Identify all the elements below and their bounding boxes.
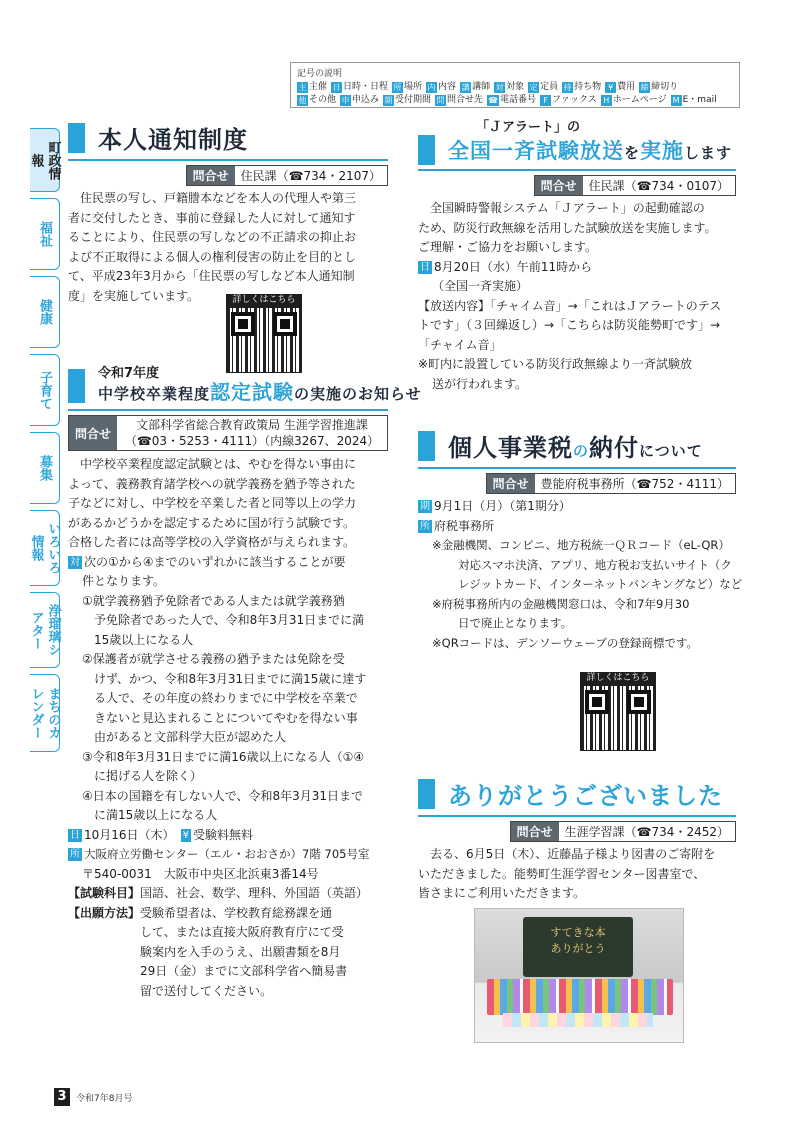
donated-books-photo xyxy=(474,908,684,1043)
eligibility-line: に掲げる人を除く） xyxy=(94,769,203,783)
title-small-2: 中学校卒業程度 xyxy=(98,385,211,403)
article-heading xyxy=(68,120,388,155)
apply-method xyxy=(140,904,347,1002)
legend-mark-icon: 内 xyxy=(427,83,436,92)
exam-fee: 受験料無料 xyxy=(192,827,253,842)
legend-mark-icon: 問 xyxy=(436,96,445,105)
contact-info xyxy=(68,165,388,186)
page-footer xyxy=(54,1088,132,1106)
fee-tag: ¥ xyxy=(182,829,189,841)
legend-text: E・mail xyxy=(682,95,717,105)
period-tag: 期 xyxy=(420,501,430,512)
legend-mark-icon: 主 xyxy=(298,83,307,92)
heading-underline xyxy=(418,815,736,817)
eligibility-line: 由があると文部科学大臣が認めた人 xyxy=(94,730,287,744)
legend-mark-icon: 他 xyxy=(298,96,307,105)
legend-item xyxy=(639,81,678,94)
side-tab-4[interactable]: 子育て xyxy=(30,354,60,426)
legend-text: その他 xyxy=(309,95,337,105)
page-number: 3 xyxy=(54,1088,70,1106)
body-line: 験案内を入手のうえ、出願書類を8月 xyxy=(140,944,341,959)
side-tab-5[interactable]: 募集 xyxy=(30,432,60,504)
legend-item xyxy=(671,94,717,107)
qr-code-block[interactable] xyxy=(226,294,302,373)
note-line: 送が行われます。 xyxy=(432,376,528,391)
target-line: 次の①から④までのいずれかに該当することが要 xyxy=(84,554,346,569)
date-tag: 日 xyxy=(70,829,80,841)
article-thank-you xyxy=(418,776,736,904)
heading-bar-icon xyxy=(418,779,440,809)
article-junior-high-exam xyxy=(68,366,422,1001)
body-line: ることにより、住民票の写しなどの不正請求の抑止お xyxy=(68,230,357,244)
article-body xyxy=(418,845,736,904)
body-line: 住民票の写し、戸籍謄本などを本人の代理人や第三 xyxy=(80,191,357,205)
qr-code-icon[interactable] xyxy=(226,307,302,373)
legend-mark-icon: 持 xyxy=(563,83,572,92)
contact-label: 問合せ xyxy=(487,474,535,493)
title-main: 全国一斉試験放送 xyxy=(448,139,624,163)
note-line: 対応スマホ決済、アプリ、地方税お支払いサイト（ク xyxy=(458,557,732,572)
target-line: 件となります。 xyxy=(82,574,166,588)
article-heading xyxy=(418,428,736,463)
article-resident-notification xyxy=(68,120,388,306)
qr-caption: 詳しくはこちら xyxy=(226,294,302,307)
target-tag: 対 xyxy=(70,556,80,568)
legend-mark-icon: 定 xyxy=(529,83,538,92)
note-line: レジットカード、インターネットバンキングなど）など xyxy=(458,577,743,591)
contact-value: 生涯学習課（☎734・2452） xyxy=(564,825,729,839)
legend-item xyxy=(494,81,524,94)
article-body xyxy=(418,199,736,258)
content-line: トです」（３回繰返し）→「こちらは防災能勢町です」→ xyxy=(418,318,721,332)
body-line: 皆さまにご利用いただきます。 xyxy=(418,886,586,900)
heading-underline xyxy=(68,409,388,411)
legend-text: 費用 xyxy=(617,82,636,92)
title-mid: を xyxy=(624,144,641,162)
body-line: て、平成23年3月から「住民票の写しなど本人通知制 xyxy=(68,269,355,283)
eligibility-line: けず、かつ、令和8年3月31日までに満15歳に達す xyxy=(94,671,367,686)
contact-label: 問合せ xyxy=(511,822,559,841)
legend-item xyxy=(487,94,536,107)
section-tabs xyxy=(30,128,60,758)
body-line: 留で送付してください。 xyxy=(140,983,273,998)
legend-mark-icon: F xyxy=(540,95,551,106)
body-line: 受験希望者は、学校教育総務課を通 xyxy=(140,905,333,920)
eligibility-line: 予免除者であった人で、令和8年3月31日までに満 xyxy=(94,613,365,627)
title-small-1: 令和7年度 xyxy=(98,366,160,381)
legend-item xyxy=(528,81,558,94)
eligibility-line: 15歳以上になる人 xyxy=(94,632,194,647)
legend-text: 対象 xyxy=(506,82,525,92)
legend-text: 問合せ先 xyxy=(447,95,484,105)
title-emphasis: 認定試験 xyxy=(210,380,295,404)
side-tab-7[interactable]: 浄瑠璃シアター xyxy=(30,592,60,668)
contact-info xyxy=(68,415,388,451)
article-business-tax xyxy=(418,428,743,653)
body-line: して、または直接大阪府教育庁にて受 xyxy=(140,925,344,939)
article-heading xyxy=(418,135,736,165)
side-tab-2[interactable]: 福祉 xyxy=(30,198,60,270)
body-line: があるかどうかを認定するために国が行う試験です。 xyxy=(68,515,356,530)
title-main: 個人事業税 xyxy=(448,434,573,462)
subjects: 国語、社会、数学、理科、外国語（英語） xyxy=(140,886,369,900)
exam-date: 10月16日（木） xyxy=(84,827,169,842)
heading-bar-icon xyxy=(68,123,90,153)
legend-mark-icon: 所 xyxy=(393,83,402,92)
exam-place: 大阪府立労働センター（エル・おおさか）7階 705号室 xyxy=(84,847,370,861)
broadcast-notes xyxy=(418,355,736,394)
legend-item xyxy=(297,81,327,94)
article-j-alert xyxy=(418,120,736,394)
apply-label: 【出願方法】 xyxy=(68,905,141,920)
body-line: 合格した者には高等学校の入学資格が与えられます。 xyxy=(68,535,356,549)
legend-mark-icon: 申 xyxy=(341,96,350,105)
legend-row-1 xyxy=(297,81,733,94)
article-heading xyxy=(418,776,736,811)
title-tail: します xyxy=(684,144,733,162)
legend-title: 記号の説明 xyxy=(297,69,343,79)
article-heading xyxy=(68,366,422,405)
books-display xyxy=(487,979,673,1015)
legend-mark-icon: 日 xyxy=(332,83,341,92)
broadcast-date: 8月20日（水）午前11時から xyxy=(434,259,593,274)
payment-place: 府税事務所 xyxy=(434,518,495,533)
subjects-label: 【試験科目】 xyxy=(68,886,141,900)
legend-text: ホームページ xyxy=(612,95,667,105)
body-line: 去る、6月5日（木）、近藤晶子様より図書のご寄附を xyxy=(430,847,716,861)
legend-item xyxy=(392,81,422,94)
legend-text: 持ち物 xyxy=(574,82,602,92)
eligibility-line: ②保護者が就学させる義務の猶予または免除を受 xyxy=(82,652,345,666)
body-line: ご理解・ご協力をお願いします。 xyxy=(418,240,598,254)
body-line: ため、防災行政無線を活用した試験放送を実施します。 xyxy=(418,220,717,235)
article-title: 本人通知制度 xyxy=(98,126,248,154)
body-line: 子などに対し、中学校を卒業した者と同等以上の学力 xyxy=(68,496,357,510)
books-display xyxy=(503,1013,653,1027)
body-line: 中学校卒業程度認定試験とは、やむを得ない事由に xyxy=(80,457,357,471)
legend-mark-icon: ☎ xyxy=(488,96,499,105)
heading-underline xyxy=(418,169,736,171)
title-tail: の実施のお知らせ xyxy=(294,385,422,403)
legend-text: 定員 xyxy=(540,82,559,92)
contact-label: 問合せ xyxy=(69,416,117,450)
legend-text: ファックス xyxy=(552,95,597,105)
heading-underline xyxy=(68,159,388,161)
article-body xyxy=(68,455,388,553)
contact-value: 住民課（☎734・2107） xyxy=(240,169,381,183)
legend-mark-icon: ¥ xyxy=(605,82,616,93)
title-mid: の xyxy=(573,442,590,460)
body-line: よび不正取得による個人の権利侵害の防止を目的とし xyxy=(68,249,357,264)
contact-value: 住民課（☎734・0107） xyxy=(588,179,729,193)
contact-value: 豊能府税事務所（☎752・4111） xyxy=(540,477,729,491)
legend-item xyxy=(340,94,379,107)
eligibility-line: ①就学義務猶予免除者である人または就学義務猶 xyxy=(82,593,345,608)
symbol-legend xyxy=(290,62,740,108)
eligibility-line: に満15歳以上になる人 xyxy=(94,808,218,822)
place-tag: 所 xyxy=(420,520,430,532)
note-line: ※町内に設置している防災行政無線より一斉試験放 xyxy=(418,357,693,371)
legend-mark-icon: H xyxy=(601,95,612,106)
eligibility-line: ③令和8年3月31日までに満16歳以上になる人（①④ xyxy=(82,749,365,764)
note-line: ※府税事務所内の金融機関窓口は、令和7年9月30 xyxy=(432,596,690,611)
place-tag: 所 xyxy=(70,849,80,860)
chalkboard xyxy=(523,917,633,977)
body-line: いただきました。能勢町生涯学習センター図書室で、 xyxy=(418,866,706,881)
legend-mark-icon: 締 xyxy=(640,83,649,92)
eligibility-line: る人で、その年度の終わりまでに中学校を卒業で xyxy=(94,691,358,705)
heading-underline xyxy=(418,467,736,469)
note-line: ※金融機関、コンビニ、地方税統一ＱＲコード（eL-QR） xyxy=(432,538,730,552)
board-text: すてきな本 xyxy=(550,926,606,939)
legend-text: 内容 xyxy=(438,82,457,92)
legend-row-2 xyxy=(297,94,733,107)
legend-item xyxy=(383,94,431,107)
body-line: 全国瞬時警報システム「Ｊアラート」の起動確認の xyxy=(430,201,705,215)
legend-mark-icon: 期 xyxy=(384,96,393,105)
qr-code-icon[interactable] xyxy=(580,685,656,751)
side-tab-6[interactable]: いろいろ情報 xyxy=(30,510,60,586)
heading-bar-icon xyxy=(68,369,90,403)
eligibility-line: きないと見込まれることについてやむを得ない事 xyxy=(94,710,358,725)
legend-item xyxy=(426,81,456,94)
legend-mark-icon: 対 xyxy=(495,83,504,92)
payment-period: 9月1日（月）（第1期分） xyxy=(434,499,571,513)
title-tail: について xyxy=(639,442,703,460)
qr-caption: 詳しくはこちら xyxy=(580,672,656,685)
legend-item xyxy=(331,81,388,94)
legend-item xyxy=(605,81,635,94)
heading-bar-icon xyxy=(418,135,440,165)
title-small: 「Ｊアラート」の xyxy=(476,120,581,135)
legend-text: 講師 xyxy=(472,82,491,92)
contact-line-2: （☎03・5253・4111）（内線3267、2024） xyxy=(124,434,380,448)
legend-text: 主催 xyxy=(309,82,328,92)
legend-text: 受付期間 xyxy=(395,95,432,105)
body-line: 度」を実施しています。 xyxy=(68,288,200,303)
note-line: 日で廃止となります。 xyxy=(458,616,573,630)
side-tab-1[interactable]: 町政情報 xyxy=(30,128,60,192)
legend-item xyxy=(460,81,490,94)
body-line: 29日（金）までに文部科学省へ簡易書 xyxy=(140,964,348,978)
note-line: ※QRコードは、デンソーウェーブの登録商標です。 xyxy=(432,635,698,650)
legend-text: 場所 xyxy=(404,82,423,92)
contact-info xyxy=(418,175,736,196)
content-line: 「チャイム音」 xyxy=(418,337,502,352)
qr-code-block[interactable] xyxy=(580,672,656,751)
heading-bar-icon xyxy=(418,431,440,461)
legend-item xyxy=(562,81,601,94)
article-body xyxy=(68,189,388,306)
body-line: よって、義務教育諸学校への就学義務を猶予等された xyxy=(68,476,356,491)
payment-notes xyxy=(418,536,743,653)
title-emphasis: 納付 xyxy=(589,434,640,462)
issue-label: 令和7年8月号 xyxy=(76,1093,133,1104)
eligibility-list xyxy=(68,592,388,826)
legend-mark-icon: 講 xyxy=(461,83,470,92)
legend-text: 日時・日程 xyxy=(343,82,389,92)
contact-info xyxy=(418,473,736,494)
broadcast-content xyxy=(418,297,736,356)
legend-mark-icon: M xyxy=(671,95,682,106)
legend-text: 締切り xyxy=(651,82,679,92)
contact-line-1: 文部科学省総合教育政策局 生涯学習推進課 xyxy=(136,418,368,432)
contact-label: 問合せ xyxy=(535,176,583,195)
broadcast-date-note: （全国一斉実施） xyxy=(432,279,529,293)
legend-item xyxy=(540,94,597,107)
exam-postal-address: 〒540-0031 大阪市中央区北浜東3番14号 xyxy=(82,866,319,881)
contact-info xyxy=(418,821,736,842)
legend-item xyxy=(297,94,336,107)
content-line: 【放送内容】「チャイム音」→「これはＪアラートのテス xyxy=(418,298,722,313)
title-emphasis: 実施 xyxy=(640,139,685,163)
board-text: ありがとう xyxy=(550,942,606,955)
legend-item xyxy=(435,94,483,107)
side-tab-8[interactable]: まちのカレンダー xyxy=(30,674,60,752)
legend-item xyxy=(601,94,667,107)
date-tag: 日 xyxy=(420,261,430,273)
eligibility-line: ④日本の国籍を有しない人で、令和8年3月31日まで xyxy=(82,788,364,803)
side-tab-3[interactable]: 健康 xyxy=(30,276,60,348)
legend-text: 申込み xyxy=(352,95,380,105)
legend-text: 電話番号 xyxy=(500,95,537,105)
article-title: ありがとうございました xyxy=(448,782,723,810)
contact-label: 問合せ xyxy=(187,166,235,185)
body-line: 者に交付したとき、事前に登録した人に対して通知す xyxy=(68,210,356,225)
